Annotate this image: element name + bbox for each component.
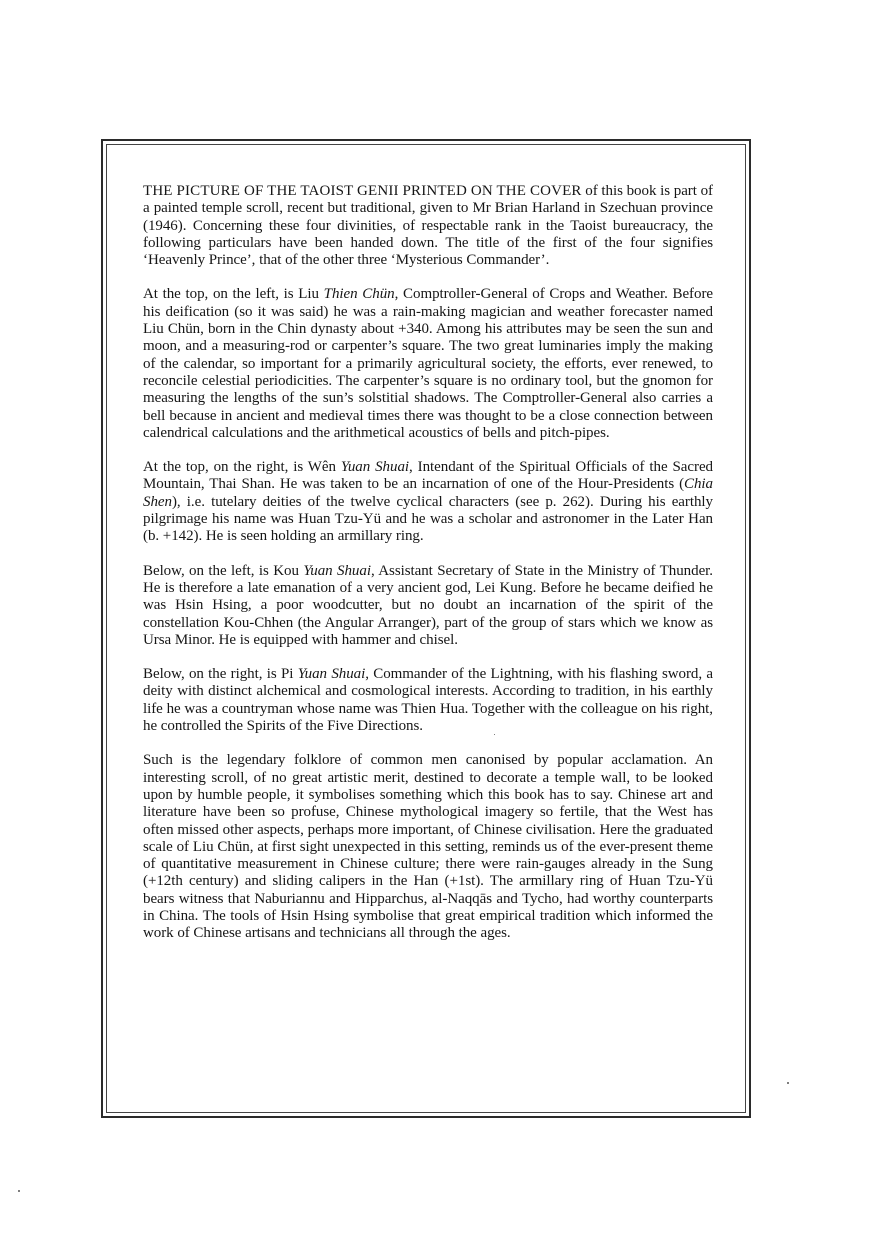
p3-text-2: , Intendant of the Spiritual Officials of the Sacred Mountain, Thai Shan. He was taken to be an incarnation of one of the Hour-Presidents ( (143, 459, 713, 493)
intro-heading: THE PICTURE OF THE TAOIST GENII PRINTED ON THE COVER (143, 183, 582, 199)
cover-description-text (143, 183, 713, 943)
p4-text-1: Below, on the left, is Kou (143, 562, 304, 579)
p5-title-italic: Yuan Shuai (297, 666, 366, 683)
p3-text-1: At the top, on the right, is Wên (143, 459, 341, 476)
paragraph-wen-yuan-shuai (143, 459, 713, 545)
paragraph-liu-thien-chun (143, 286, 713, 442)
p3-chia-shen-italic: Chia Shen (143, 476, 713, 510)
paragraph-pi-yuan-shuai (143, 666, 713, 735)
paragraph-conclusion (143, 752, 713, 942)
p5-text-2: , Commander of the Lightning, with his flashing sword, a deity with distinct alchemical and cosmological interests. According to tradition, in his earthly life he was a countryman whose name was Thien Hua. Together with the colleague on his right, he controlled the Spirits of the Five Directions. (143, 666, 713, 735)
p4-text-2: , Assistant Secretary of State in the Ministry of Thunder. He is therefore a late emanation of a very ancient god, Lei Kung. Before he became deified he was Hsin Hsing, a poor woodcutter, but no doubt an incarnation of the spirit of the constellation Kou-Chhen (the Angular Arranger), part of the group of stars which we know as Ursa Minor. He is equipped with hammer and chisel. (143, 562, 713, 648)
paragraph-kou-yuan-shuai (143, 563, 713, 649)
intro-text: of this book is part of a painted temple scroll, recent but traditional, given to Mr Brian Harland in Szechuan province (1946). Concerning these four divinities, of respectable rank in the Taoist bureaucracy, the following particulars have been handed down. The title of the first of the four signifies ‘Heavenly Prince’, that of the other three ‘Mysterious Commander’. (143, 183, 713, 269)
p2-title-italic: Thien Chün (323, 286, 395, 303)
p2-text-1: At the top, on the left, is Liu (143, 286, 324, 303)
scan-speck (18, 1190, 20, 1192)
p5-text-1: Below, on the right, is Pi (143, 666, 298, 683)
paragraph-intro (143, 183, 713, 269)
p3-title-italic: Yuan Shuai (340, 459, 410, 476)
p3-text-3: ), i.e. tutelary deities of the twelve cyclical characters (see p. 262). During his earthly pilgrimage his name was Huan Tzu-Yü and he was a scholar and astronomer in the Later Han (b. +142). He is seen holding an armillary ring. (143, 493, 713, 545)
p4-title-italic: Yuan Shuai (303, 562, 371, 579)
scan-speck (494, 734, 495, 735)
p6-text: Such is the legendary folklore of common men canonised by popular acclamation. An interesting scroll, of no great artistic merit, destined to decorate a temple wall, to be looked upon by humble people, it symbolises something which this book has to say. Chinese art and literature have been so profuse, Chinese mythological imagery so fertile, that the West has often missed other aspects, perhaps more important, of Chinese civilisation. Here the graduated scale of Liu Chün, at first sight unexpected in this setting, reminds us of the ever-present theme of quantitative measurement in Chinese culture; there were rain-gauges already in the Sung (+12th century) and sliding calipers in the Han (+1st). The armillary ring of Huan Tzu-Yü bears witness that Naburiannu and Hipparchus, al-Naqqās and Tycho, had worthy counterparts in China. The tools of Hsin Hsing symbolise that great empirical tradition which informed the work of Chinese artisans and technicians all through the ages. (143, 752, 713, 942)
scan-speck (787, 1082, 789, 1084)
p2-text-2: , Comptroller-General of Crops and Weather. Before his deification (so it was said) he was a rain-making magician and weather forecaster named Liu Chün, born in the Chin dynasty about +340. Among his attributes may be seen the sun and moon, and a measuring-rod or carpenter’s square. The two great luminaries imply the making of the calendar, so important for a primarily agricultural society, the efforts, ever renewed, to reconcile celestial periodicities. The carpenter’s square is no ordinary tool, but the gnomon for measuring the lengths of the sun’s solstitial shadows. The Comptroller-General also carries a bell because in ancient and medieval times there was thought to be a close connection between calendrical calculations and the arithmetical acoustics of bells and pitch-pipes. (143, 286, 713, 441)
